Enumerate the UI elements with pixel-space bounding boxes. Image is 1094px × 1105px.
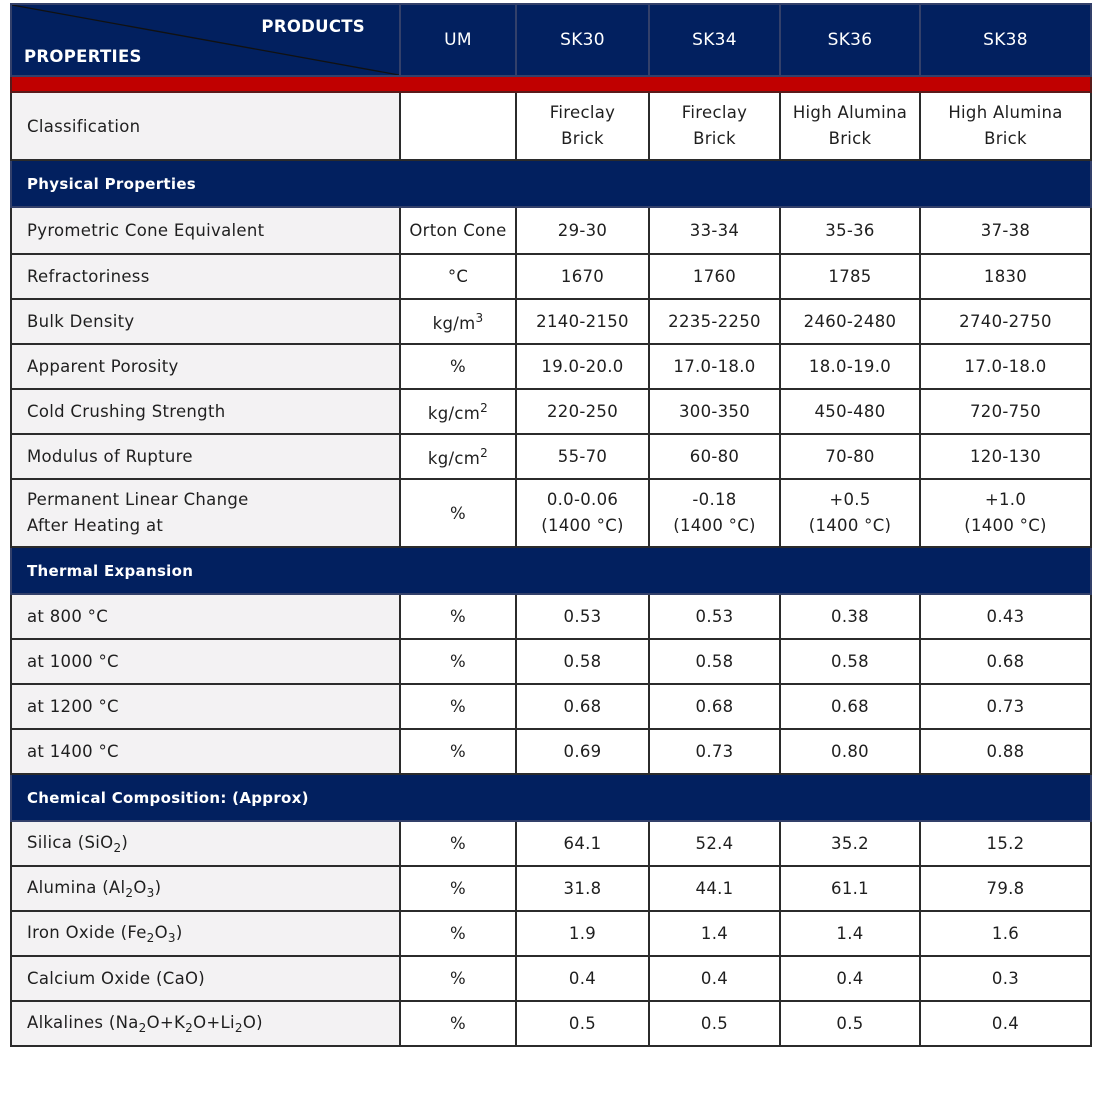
- product-column-header: SK36: [780, 4, 920, 76]
- value-cell: 0.4: [649, 956, 780, 1001]
- um-cell: %: [400, 911, 516, 956]
- value-cell: 0.5: [780, 1001, 920, 1046]
- value-cell: 0.73: [920, 684, 1091, 729]
- value-cell: 2460-2480: [780, 299, 920, 344]
- value-cell: 79.8: [920, 866, 1091, 911]
- um-cell: °C: [400, 254, 516, 299]
- value-cell: 55-70: [516, 434, 649, 479]
- value-cell: 33-34: [649, 207, 780, 254]
- value-cell: 61.1: [780, 866, 920, 911]
- product-column-header: SK34: [649, 4, 780, 76]
- table-row: [11, 639, 1091, 684]
- value-cell: 220-250: [516, 389, 649, 434]
- um-cell: $kg/m^3$: [400, 299, 516, 344]
- value-cell: 29-30: [516, 207, 649, 254]
- value-cell: 0.5: [516, 1001, 649, 1046]
- value-cell: 1.4: [780, 911, 920, 956]
- table-row-classification: [11, 92, 1091, 160]
- table-row: [11, 729, 1091, 774]
- value-cell: 15.2: [920, 821, 1091, 866]
- value-cell: 52.4: [649, 821, 780, 866]
- value-cell: 60-80: [649, 434, 780, 479]
- property-label: Calcium Oxide (CaO): [11, 956, 400, 1001]
- refractory-brick-properties-table: [10, 3, 1092, 1047]
- value-cell: 0.68: [780, 684, 920, 729]
- value-cell: 37-38: [920, 207, 1091, 254]
- section-header-physical-properties: Physical Properties: [11, 160, 1091, 207]
- table-row: [11, 911, 1091, 956]
- um-cell: %: [400, 479, 516, 547]
- value-cell: High Alumina Brick: [780, 92, 920, 160]
- property-label: Apparent Porosity: [11, 344, 400, 389]
- um-cell: %: [400, 1001, 516, 1046]
- property-label: Pyrometric Cone Equivalent: [11, 207, 400, 254]
- value-cell: 2140-2150: [516, 299, 649, 344]
- value-cell: +0.5 (1400 °C): [780, 479, 920, 547]
- value-cell: 35-36: [780, 207, 920, 254]
- property-label: Bulk Density: [11, 299, 400, 344]
- value-cell: 0.4: [920, 1001, 1091, 1046]
- value-cell: 64.1: [516, 821, 649, 866]
- table-row: [11, 866, 1091, 911]
- um-cell: [400, 92, 516, 160]
- value-cell: 300-350: [649, 389, 780, 434]
- um-cell: $kg/cm^2$: [400, 434, 516, 479]
- table-row: [11, 684, 1091, 729]
- table-row: [11, 594, 1091, 639]
- value-cell: 0.68: [920, 639, 1091, 684]
- um-cell: %: [400, 594, 516, 639]
- property-label: Classification: [11, 92, 400, 160]
- value-cell: 0.53: [649, 594, 780, 639]
- value-cell: -0.18 (1400 °C): [649, 479, 780, 547]
- value-cell: 0.80: [780, 729, 920, 774]
- properties-heading: PROPERTIES: [24, 47, 142, 66]
- value-cell: 2235-2250: [649, 299, 780, 344]
- value-cell: 1670: [516, 254, 649, 299]
- value-cell: Fireclay Brick: [516, 92, 649, 160]
- value-cell: 44.1: [649, 866, 780, 911]
- value-cell: 1785: [780, 254, 920, 299]
- value-cell: 17.0-18.0: [920, 344, 1091, 389]
- um-column-header: UM: [400, 4, 516, 76]
- value-cell: 1760: [649, 254, 780, 299]
- products-heading: PRODUCTS: [261, 17, 365, 36]
- value-cell: 0.0-0.06 (1400 °C): [516, 479, 649, 547]
- value-cell: 0.69: [516, 729, 649, 774]
- value-cell: 450-480: [780, 389, 920, 434]
- um-cell: %: [400, 956, 516, 1001]
- product-column-header: SK30: [516, 4, 649, 76]
- property-label: Refractoriness: [11, 254, 400, 299]
- value-cell: 0.5: [649, 1001, 780, 1046]
- value-cell: 19.0-20.0: [516, 344, 649, 389]
- value-cell: 0.68: [516, 684, 649, 729]
- table-row: [11, 344, 1091, 389]
- um-cell: Orton Cone: [400, 207, 516, 254]
- property-label: Alumina $(Al_2O_3)$: [11, 866, 400, 911]
- value-cell: 1.6: [920, 911, 1091, 956]
- property-label: at 1000 °C: [11, 639, 400, 684]
- product-column-header: SK38: [920, 4, 1091, 76]
- value-cell: 1.4: [649, 911, 780, 956]
- section-header-chemical-composition: Chemical Composition: (Approx): [11, 774, 1091, 821]
- um-cell: %: [400, 729, 516, 774]
- table-row: [11, 479, 1091, 547]
- value-cell: 0.4: [780, 956, 920, 1001]
- value-cell: 31.8: [516, 866, 649, 911]
- value-cell: 120-130: [920, 434, 1091, 479]
- value-cell: 70-80: [780, 434, 920, 479]
- value-cell: 18.0-19.0: [780, 344, 920, 389]
- table-row: [11, 821, 1091, 866]
- property-label: at 1200 °C: [11, 684, 400, 729]
- table-row: [11, 207, 1091, 254]
- value-cell: 0.58: [780, 639, 920, 684]
- table-row: [11, 299, 1091, 344]
- value-cell: 17.0-18.0: [649, 344, 780, 389]
- value-cell: High Alumina Brick: [920, 92, 1091, 160]
- um-cell: %: [400, 684, 516, 729]
- value-cell: 720-750: [920, 389, 1091, 434]
- um-cell: %: [400, 821, 516, 866]
- table-row: [11, 956, 1091, 1001]
- table-row: [11, 389, 1091, 434]
- um-cell: %: [400, 639, 516, 684]
- table-row: [11, 254, 1091, 299]
- value-cell: 0.88: [920, 729, 1091, 774]
- value-cell: 2740-2750: [920, 299, 1091, 344]
- value-cell: 0.53: [516, 594, 649, 639]
- property-label: at 1400 °C: [11, 729, 400, 774]
- table-header-row: [11, 4, 1091, 76]
- value-cell: 35.2: [780, 821, 920, 866]
- value-cell: +1.0 (1400 °C): [920, 479, 1091, 547]
- value-cell: 0.58: [516, 639, 649, 684]
- property-label: Iron Oxide $(Fe_2O_3)$: [11, 911, 400, 956]
- property-label: Cold Crushing Strength: [11, 389, 400, 434]
- value-cell: 0.3: [920, 956, 1091, 1001]
- table-row: [11, 1001, 1091, 1046]
- value-cell: Fireclay Brick: [649, 92, 780, 160]
- value-cell: 0.58: [649, 639, 780, 684]
- value-cell: 0.4: [516, 956, 649, 1001]
- um-cell: %: [400, 344, 516, 389]
- um-cell: %: [400, 866, 516, 911]
- property-label: Alkalines $(Na_2O+K_2O+Li_2O)$: [11, 1001, 400, 1046]
- property-label: Silica (SiO$_2$): [11, 821, 400, 866]
- value-cell: 0.38: [780, 594, 920, 639]
- section-header-thermal-expansion: Thermal Expansion: [11, 547, 1091, 594]
- header-corner-cell: [11, 4, 400, 76]
- red-divider-band: [11, 76, 1091, 92]
- table-row: [11, 434, 1091, 479]
- property-label: Modulus of Rupture: [11, 434, 400, 479]
- property-label: Permanent Linear Change After Heating at: [11, 479, 400, 547]
- um-cell: $kg/cm^2$: [400, 389, 516, 434]
- property-label: at 800 °C: [11, 594, 400, 639]
- value-cell: 0.68: [649, 684, 780, 729]
- value-cell: 1.9: [516, 911, 649, 956]
- value-cell: 0.43: [920, 594, 1091, 639]
- value-cell: 1830: [920, 254, 1091, 299]
- value-cell: 0.73: [649, 729, 780, 774]
